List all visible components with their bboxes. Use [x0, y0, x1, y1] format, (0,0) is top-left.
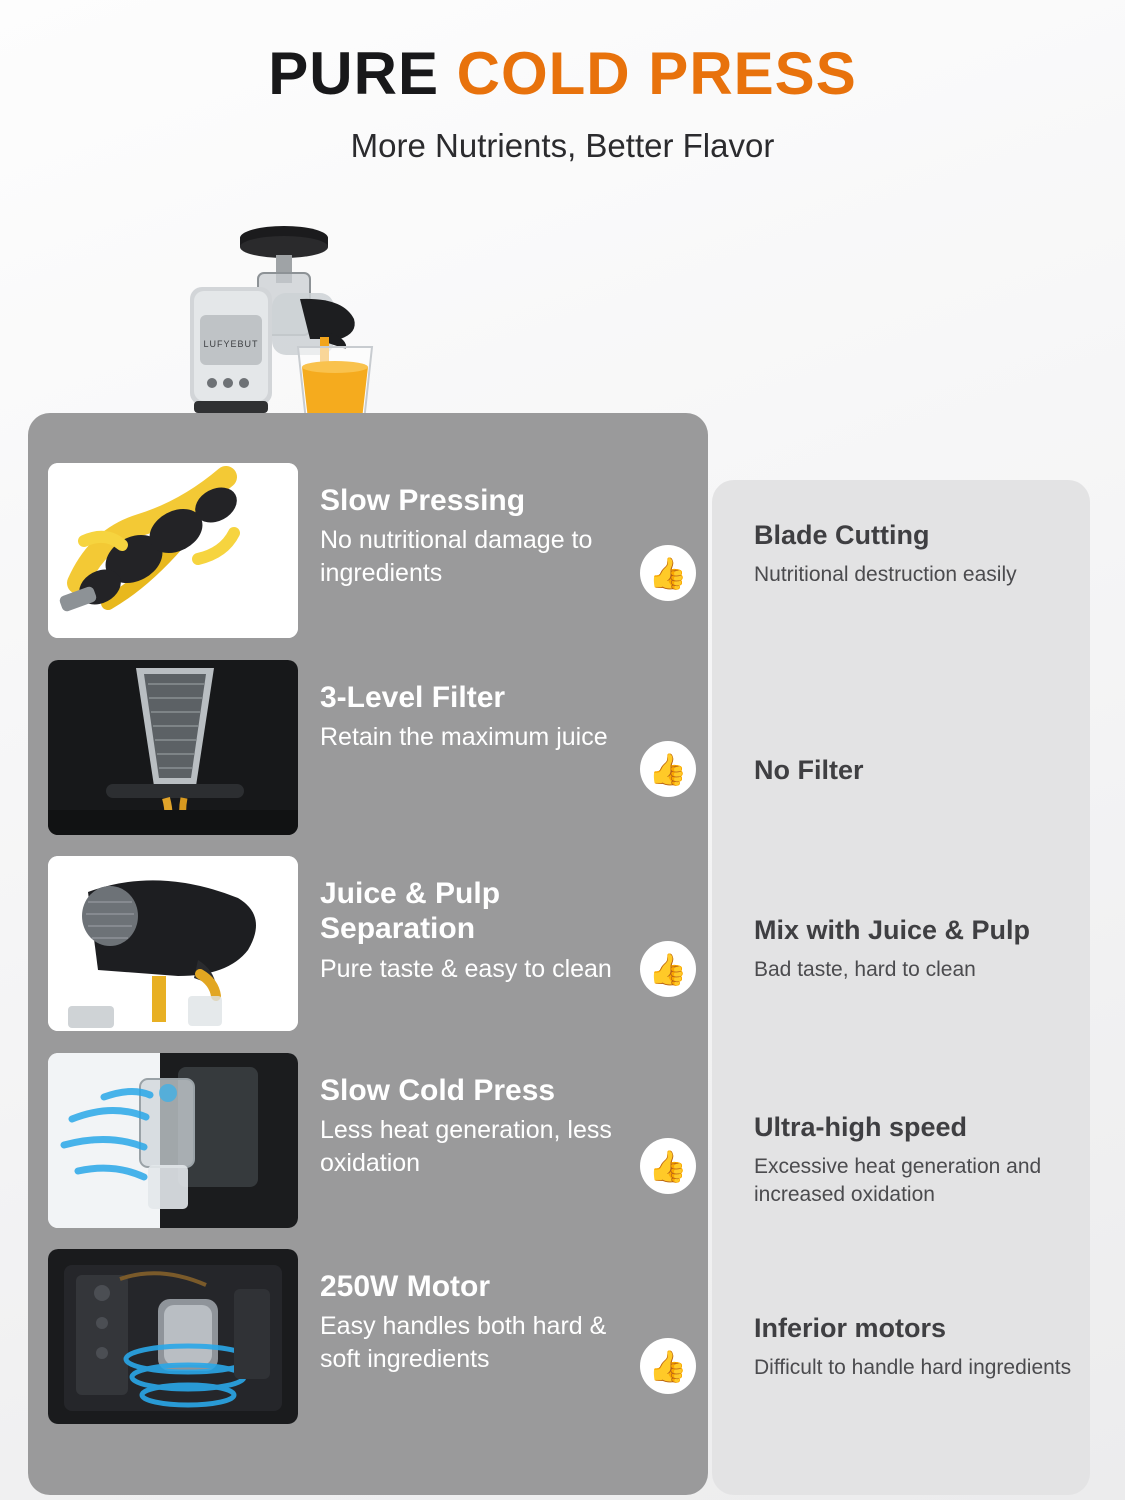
pro-subtitle: Less heat generation, less oxidation [320, 1116, 612, 1178]
auger-with-juice-photo [48, 463, 298, 638]
pro-text [320, 856, 620, 986]
pro-subtitle: Pure taste & easy to clean [320, 954, 612, 983]
competitor-panel [712, 480, 1090, 1495]
pro-title: Slow Pressing [320, 484, 526, 517]
pro-text [320, 660, 620, 754]
svg-text:LUFYEBUT: LUFYEBUT [203, 339, 259, 349]
cooling-airflow-photo [48, 1053, 298, 1228]
pro-title: 3-Level Filter [320, 681, 506, 714]
con-row-2 [754, 755, 1074, 796]
pro-subtitle: No nutritional damage to ingredients [320, 526, 593, 588]
header [0, 42, 1125, 165]
title-part-one: PURE [268, 40, 457, 107]
pro-title: 250W Motor [320, 1270, 491, 1303]
page-subtitle: More Nutrients, Better Flavor [350, 127, 775, 164]
con-subtitle: Excessive heat generation and increased oxidation [754, 1155, 1042, 1207]
pro-text [320, 1249, 620, 1376]
pro-row-1 [48, 463, 688, 638]
con-row-3 [754, 915, 1074, 984]
con-row-5 [754, 1313, 1074, 1382]
con-row-1 [754, 520, 1074, 589]
thumbs-up-icon: 👍 [640, 941, 696, 997]
motor-cutaway-photo [48, 1249, 298, 1424]
pro-row-4 [48, 1053, 688, 1228]
con-row-4 [754, 1112, 1074, 1210]
product-panel [28, 413, 708, 1495]
pro-row-3 [48, 856, 688, 1031]
pro-subtitle: Retain the maximum juice [320, 723, 608, 752]
con-title: Mix with Juice & Pulp [754, 915, 1031, 945]
pro-subtitle: Easy handles both hard & soft ingredients [320, 1312, 607, 1374]
pro-title: Juice & Pulp Separation [320, 877, 501, 946]
con-title: Ultra-high speed [754, 1112, 968, 1142]
pro-title: Slow Cold Press [320, 1074, 556, 1107]
con-title: Inferior motors [754, 1313, 947, 1343]
thumbs-up-icon: 👍 [640, 545, 696, 601]
pulp-outlet-photo [48, 856, 298, 1031]
con-subtitle: Bad taste, hard to clean [754, 958, 976, 981]
page-title [0, 42, 1125, 105]
pro-text [320, 463, 620, 590]
pro-row-2 [48, 660, 688, 835]
pro-text [320, 1053, 620, 1180]
title-part-two: COLD PRESS [456, 40, 857, 107]
thumbs-up-icon: 👍 [640, 1138, 696, 1194]
mesh-filter-photo [48, 660, 298, 835]
con-title: Blade Cutting [754, 520, 930, 550]
thumbs-up-icon: 👍 [640, 741, 696, 797]
pro-row-5 [48, 1249, 688, 1424]
con-subtitle: Difficult to handle hard ingredients [754, 1356, 1072, 1379]
thumbs-up-icon: 👍 [640, 1338, 696, 1394]
con-title: No Filter [754, 755, 864, 785]
con-subtitle: Nutritional destruction easily [754, 563, 1017, 586]
